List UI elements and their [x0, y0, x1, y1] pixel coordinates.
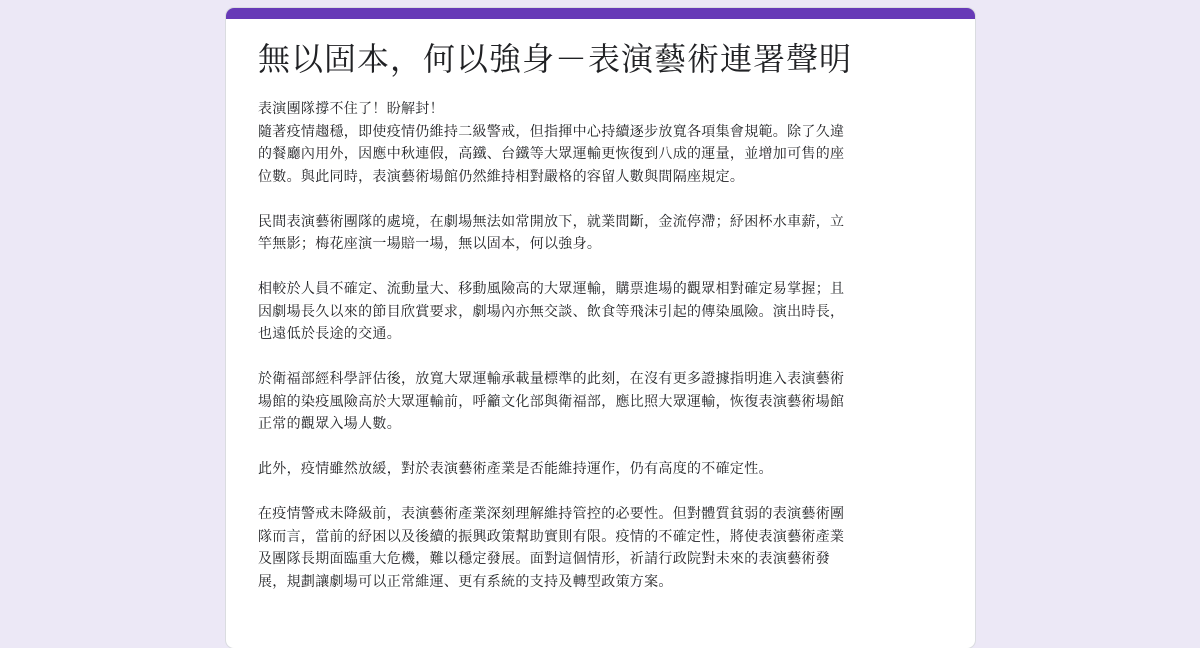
description-line: 的餐廳內用外，因應中秋連假，高鐵、台鐵等大眾運輸更恢復到八成的運量，並增加可售的座 — [258, 146, 845, 162]
description-line: 竿無影；梅花座演一場賠一場，無以固本，何以強身。 — [258, 236, 602, 252]
form-title: 無以固本，何以強身－表演藝術連署聲明 — [258, 40, 853, 78]
form-header-card — [226, 8, 975, 648]
description-line: 隨著疫情趨穩，即使疫情仍維持二級警戒，但指揮中心持續逐步放寬各項集會規範。除了久違 — [258, 123, 845, 140]
description-line: 場館的染疫風險高於大眾運輸前，呼籲文化部與衛福部，應比照大眾運輸，恢復表演藝術場館 — [258, 393, 845, 410]
description-line: 隊而言，當前的紓困以及後續的振興政策幫助實則有限。疫情的不確定性，將使表演藝術產業 — [258, 528, 845, 545]
description-line: 相較於人員不確定、流動量大、移動風險高的大眾運輸，購票進場的觀眾相對確定易掌握；且 — [258, 281, 845, 297]
description-line: 於衛福部經科學評估後，放寬大眾運輸承載量標準的此刻，在沒有更多證據指明進入表演藝術 — [258, 371, 845, 387]
description-paragraph — [258, 211, 948, 256]
description-line: 因劇場長久以來的節目欣賞要求，劇場內亦無交談、飲食等飛沫引起的傳染風險。演出時長， — [258, 303, 845, 320]
description-paragraph — [258, 278, 948, 346]
description-line: 也遠低於長途的交通。 — [258, 326, 401, 342]
form-description — [258, 98, 948, 593]
description-line: 及團隊長期面臨重大危機，難以穩定發展。面對這個情形，祈請行政院對未來的表演藝術發 — [258, 551, 830, 567]
description-line: 展，規劃讓劇場可以正常維運、更有系統的支持及轉型政策方案。 — [258, 573, 673, 590]
accent-bar — [226, 8, 975, 19]
description-paragraph — [258, 98, 948, 188]
description-line: 表演團隊撐不住了！盼解封！ — [258, 101, 444, 117]
description-line: 位數。與此同時，表演藝術場館仍然維持相對嚴格的容留人數與間隔座規定。 — [258, 168, 745, 185]
description-line: 民間表演藝術團隊的處境，在劇場無法如常開放下，就業間斷，金流停滯；紓困杯水車薪，立 — [258, 213, 845, 230]
description-line: 此外，疫情雖然放緩，對於表演藝術產業是否能維持運作，仍有高度的不確定性。 — [258, 461, 773, 477]
description-paragraph — [258, 368, 948, 436]
description-line: 在疫情警戒未降級前，表演藝術產業深刻理解維持管控的必要性。但對體質貧弱的表演藝術團 — [258, 506, 845, 522]
description-paragraph — [258, 458, 948, 481]
description-line: 正常的觀眾入場人數。 — [258, 416, 401, 432]
description-paragraph — [258, 503, 948, 593]
form-header-content — [258, 38, 948, 616]
